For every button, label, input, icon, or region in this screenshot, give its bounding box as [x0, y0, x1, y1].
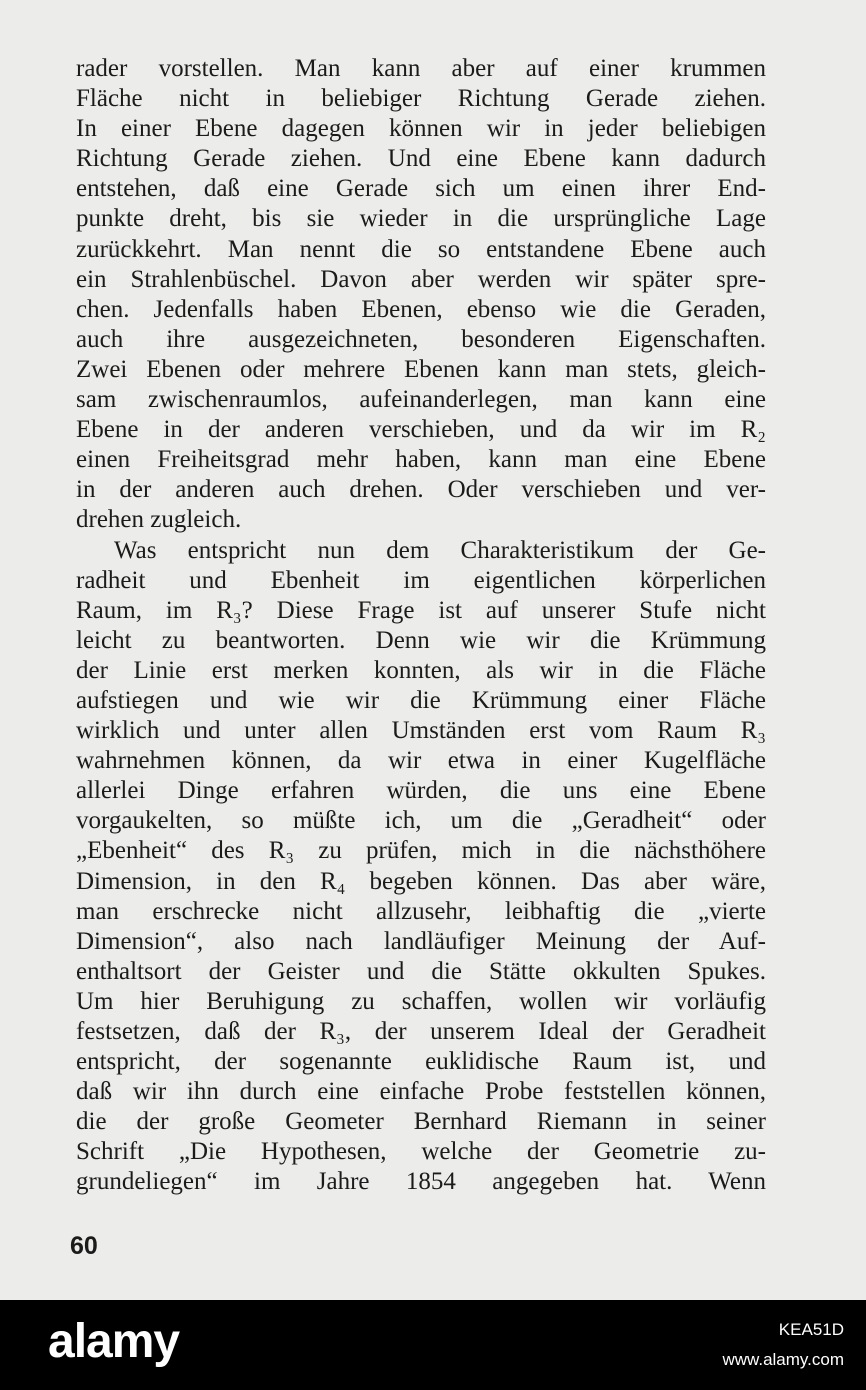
text-line: vorgaukelten, so müßte ich, um die „Geradheit“ oder	[76, 807, 766, 835]
body-text	[76, 54, 766, 1198]
text-line: wirklich und unter allen Umständen erst vom Raum R₃	[76, 717, 766, 745]
site-url: www.alamy.com	[722, 1350, 844, 1369]
text-line: In einer Ebene dagegen können wir in jeder beliebigen	[76, 115, 766, 143]
text-line: enthaltsort der Geister und die Stätte okkulten Spukes.	[76, 957, 766, 985]
text-line: Raum, im R₃? Diese Frage ist auf unserer Stufe nicht	[76, 596, 766, 624]
text-line: Zwei Ebenen oder mehrere Ebenen kann man stets, gleich-	[76, 355, 766, 383]
text-line: rader vorstellen. Man kann aber auf einer krummen	[76, 55, 766, 82]
text-line: festsetzen, daß der R₃, der unserem Ideal der Geradheit	[76, 1018, 766, 1045]
brand-logo: alamy	[48, 1315, 180, 1368]
text-line: Dimension“, also nach landläufiger Meinung der Auf-	[76, 927, 766, 955]
text-line: radheit und Ebenheit im eigentlichen körperlichen	[76, 566, 766, 594]
text-line: Um hier Beruhigung zu schaffen, wollen wir vorläufig	[76, 987, 766, 1015]
text-line: in der anderen auch drehen. Oder verschieben und ver-	[76, 476, 766, 504]
text-line: der Linie erst merken konnten, als wir in die Fläche	[76, 656, 766, 684]
text-line: wahrnehmen können, da wir etwa in einer Kugelfläche	[76, 747, 766, 775]
text-line: grundeliegen“ im Jahre 1854 angegeben hat. Wenn	[76, 1168, 766, 1196]
page-number: 60	[70, 1232, 98, 1260]
text-line: leicht zu beantworten. Denn wie wir die Krümmung	[76, 626, 766, 654]
image-id: KEA51D	[778, 1320, 844, 1339]
text-line: „Ebenheit“ des R₃ zu prüfen, mich in die nächsthöhere	[76, 837, 766, 865]
text-line: Schrift „Die Hypothesen, welche der Geometrie zu-	[76, 1138, 766, 1166]
text-line: man erschrecke nicht allzusehr, leibhaftig die „vierte	[76, 897, 766, 925]
text-line: Ebene in der anderen verschieben, und da wir im R₂	[76, 416, 766, 444]
text-line: entspricht, der sogenannte euklidische Raum ist, und	[76, 1048, 766, 1076]
text-line: einen Freiheitsgrad mehr haben, kann man eine Ebene	[76, 446, 766, 474]
text-line: entstehen, daß eine Gerade sich um einen ihrer End-	[76, 175, 766, 203]
text-line: ein Strahlenbüschel. Davon aber werden wir später spre-	[76, 265, 766, 293]
text-line: punkte dreht, bis sie wieder in die ursprüngliche Lage	[76, 205, 766, 233]
text-line: Fläche nicht in beliebiger Richtung Gerade ziehen.	[76, 85, 766, 113]
text-line: daß wir ihn durch eine einfache Probe feststellen können,	[76, 1078, 766, 1106]
text-line: die der große Geometer Bernhard Riemann in seiner	[76, 1108, 766, 1136]
text-line: Was entspricht nun dem Charakteristikum der Ge-	[114, 536, 766, 564]
text-line: sam zwischenraumlos, aufeinanderlegen, man kann eine	[76, 386, 766, 414]
watermark-bar	[0, 1300, 866, 1390]
text-line: allerlei Dinge erfahren würden, die uns eine Ebene	[76, 777, 766, 805]
text-line: zurückkehrt. Man nennt die so entstandene Ebene auch	[76, 235, 766, 263]
text-line: auch ihre ausgezeichneten, besonderen Eigenschaften.	[76, 325, 766, 353]
text-line: Richtung Gerade ziehen. Und eine Ebene kann dadurch	[76, 145, 766, 173]
text-line: chen. Jedenfalls haben Ebenen, ebenso wie die Geraden,	[76, 295, 766, 323]
text-line: aufstiegen und wie wir die Krümmung einer Fläche	[76, 686, 766, 714]
text-line: drehen zugleich.	[76, 506, 242, 534]
text-line: Dimension, in den R₄ begeben können. Das aber wäre,	[76, 867, 766, 895]
